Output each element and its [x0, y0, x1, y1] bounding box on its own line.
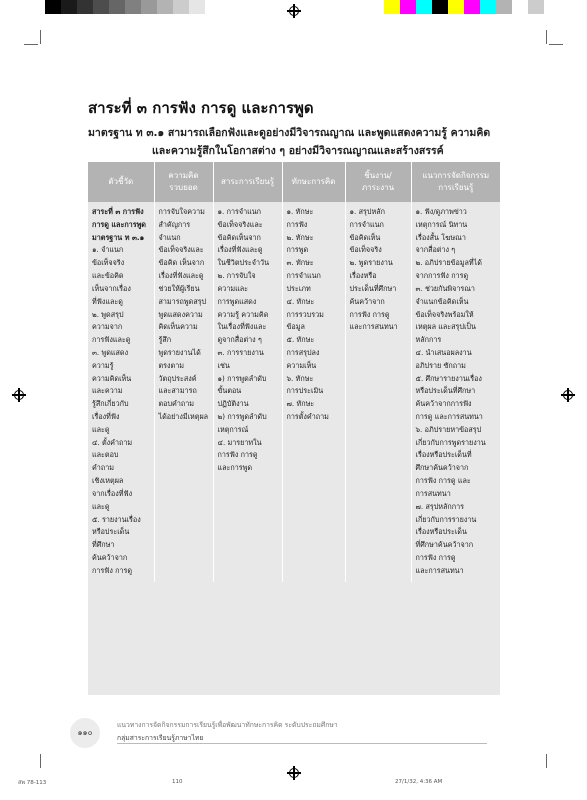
header-concept: ความคิด รวบยอด: [154, 162, 213, 202]
color-swatch: [432, 0, 448, 14]
table-row: [88, 202, 500, 582]
crop-mark: [40, 30, 41, 44]
thinking-skills-cell: ๑. ทักษะ การฟัง ๒. ทักษะ การพูด ๓. ทักษะ การจำแนก ประเภท ๔. ทักษะ การรวบรวม ข้อมูล ๕. ทักษะ การสรุปลง ความเห็น ๖. ทักษะ การประเมิน ๗. ทักษะ การตั้งคำถาม: [282, 202, 345, 582]
indicator-cell: [88, 202, 154, 582]
color-swatch: [496, 0, 512, 14]
header-activities: แนวการจัดกิจกรรม การเรียนรู้: [411, 162, 500, 202]
header-task: ชิ้นงาน/ ภาระงาน: [345, 162, 411, 202]
color-swatch: [189, 0, 205, 14]
header-content: สาระการเรียนรู้: [213, 162, 282, 202]
standard-line-1: มาตรฐาน ท ๓.๑ สามารถเลือกฟังและดูอย่างมีวิจารณญาณ และพูดแสดงความรู้ ความคิด: [88, 127, 491, 139]
crop-mark: [24, 44, 38, 45]
color-swatch: [125, 0, 141, 14]
indicator-list: ๑. จำแนก ข้อเท็จจริง และข้อคิด เห็นจากเรื่อง ที่ฟังและดู ๒. พูดสรุป ความจาก การฟังและดู ๓. พูดแสดง ความรู้ ความคิดเห็น และความ รู้สึกเกี่ยวกับ เรื่องที่ฟัง และดู ๔. ตั้งคำถาม และตอบ คำถาม เชิงเหตุผล จากเรื่องที่ฟัง และดู ๕. รายงานเรื่อง หรือประเด็น ที่ศึกษา ค้นคว้าจาก การฟัง การดู: [92, 245, 141, 575]
color-swatch: [384, 0, 400, 14]
color-swatch: [448, 0, 464, 14]
task-cell: ๑. สรุปหลัก การจำแนก ข้อคิดเห็น ข้อเท็จจริง ๒. พูดรายงาน เรื่องหรือ ประเด็นที่ศึกษา ค้นคว้าจาก การฟัง การดู และการสนทนา: [345, 202, 411, 582]
color-swatch: [61, 0, 77, 14]
crop-mark: [546, 754, 547, 768]
standard-line-2: และความรู้สึกในโอกาสต่าง ๆ อย่างมีวิจารณญาณและสร้างสรรค์: [152, 145, 444, 157]
color-swatch: [157, 0, 173, 14]
color-swatch: [77, 0, 93, 14]
print-slug-center: 110: [172, 779, 183, 785]
color-swatch: [528, 0, 544, 14]
registration-mark-icon: [12, 388, 26, 402]
color-swatch: [464, 0, 480, 14]
activities-cell: ๑. ฟัง/ดูภาพข่าว เหตุการณ์ นิทาน เรื่องสั้น โฆษณา จากสื่อต่าง ๆ ๒. อภิปรายข้อมูลที่ได้ จากการฟัง การดู ๓. ช่วยกันพิจารณา จำแนกข้อคิดเห็น ข้อเท็จจริงพร้อมให้ เหตุผล และสรุปเป็น หลักการ ๔. นำเสนอผลงาน อภิปราย ซักถาม ๕. ศึกษารายงานเรื่อง หรือประเด็นที่ศึกษา ค้นคว้าจากการฟัง การดู และการสนทนา ๖. อภิปรายหาข้อสรุป เกี่ยวกับการพูดรายงาน เรื่องหรือประเด็นที่ ศึกษาค้นคว้าจาก การฟัง การดู และ การสนทนา ๗. สรุปหลักการ เกี่ยวกับการรายงาน เรื่องหรือประเด็น ที่ศึกษาค้นคว้าจาก การฟัง การดู และการสนทนา: [415, 207, 486, 575]
page-number: ๑๑๐: [70, 718, 100, 748]
table-header-row: [88, 162, 500, 202]
color-swatch: [109, 0, 125, 14]
crop-mark: [546, 30, 547, 44]
color-swatch: [400, 0, 416, 14]
color-swatch: [480, 0, 496, 14]
color-swatch: [416, 0, 432, 14]
footer-subject: กลุ่มสาระการเรียนรู้ภาษาไทย: [117, 734, 204, 742]
color-swatch: [173, 0, 189, 14]
indicator-strand-label: สาระที่ ๓ การฟัง การดู และการพูด มาตรฐาน ท ๓.๑: [92, 207, 146, 242]
cmyk-color-bar: [384, 0, 544, 14]
color-swatch: [512, 0, 528, 14]
strand-heading: สาระที่ ๓ การฟัง การดู และการพูด: [88, 99, 314, 117]
color-swatch: [45, 0, 61, 14]
content-cell: ๑. การจำแนก ข้อเท็จจริงและ ข้อคิดเห็นจาก เรื่องที่ฟังและดู ในชีวิตประจำวัน ๒. การจับใจ ความและ การพูดแสดง ความรู้ ความคิด ในเรื่องที่ฟังและ ดูจากสื่อต่าง ๆ ๓. การรายงาน เช่น ๑) การพูดลำดับ ขั้นตอน ปฏิบัติงาน ๒) การพูดลำดับ เหตุการณ์ ๔. มารยาทใน การฟัง การดู และการพูด: [213, 202, 282, 582]
grayscale-color-bar: [45, 0, 205, 14]
footer-divider: [117, 743, 487, 744]
registration-mark-icon: [287, 4, 301, 18]
color-swatch: [93, 0, 109, 14]
crop-mark: [549, 44, 563, 45]
crop-mark: [40, 754, 41, 768]
registration-mark-icon: [561, 388, 575, 402]
registration-mark-icon: [287, 766, 301, 780]
concept-cell: การจับใจความ สำคัญการจำแนก ข้อเท็จจริงและ ข้อคิด เห็นจาก เรื่องที่ฟังและดู ช่วยให้ผู้เรียน สามารถพูดสรุป พูดแสดงความ คิดเห็นความรู้สึก พูดรายงานได้ ตรงตาม วัตถุประสงค์ และสามารถ ตอบคำถาม ได้อย่างมีเหตุผล: [154, 202, 213, 582]
header-thinking-skills: ทักษะการคิด: [282, 162, 345, 202]
color-swatch: [141, 0, 157, 14]
print-slug-left: สพ 78-113: [18, 780, 47, 786]
header-indicator: ตัวชี้วัด: [88, 162, 154, 202]
print-slug-right: 27/1/32, 4:36 AM: [395, 779, 443, 785]
footer-title: แนวทางการจัดกิจกรรมการเรียนรู้เพื่อพัฒนาทักษะการคิด ระดับประถมศึกษา: [117, 721, 338, 729]
curriculum-table: [88, 162, 500, 695]
